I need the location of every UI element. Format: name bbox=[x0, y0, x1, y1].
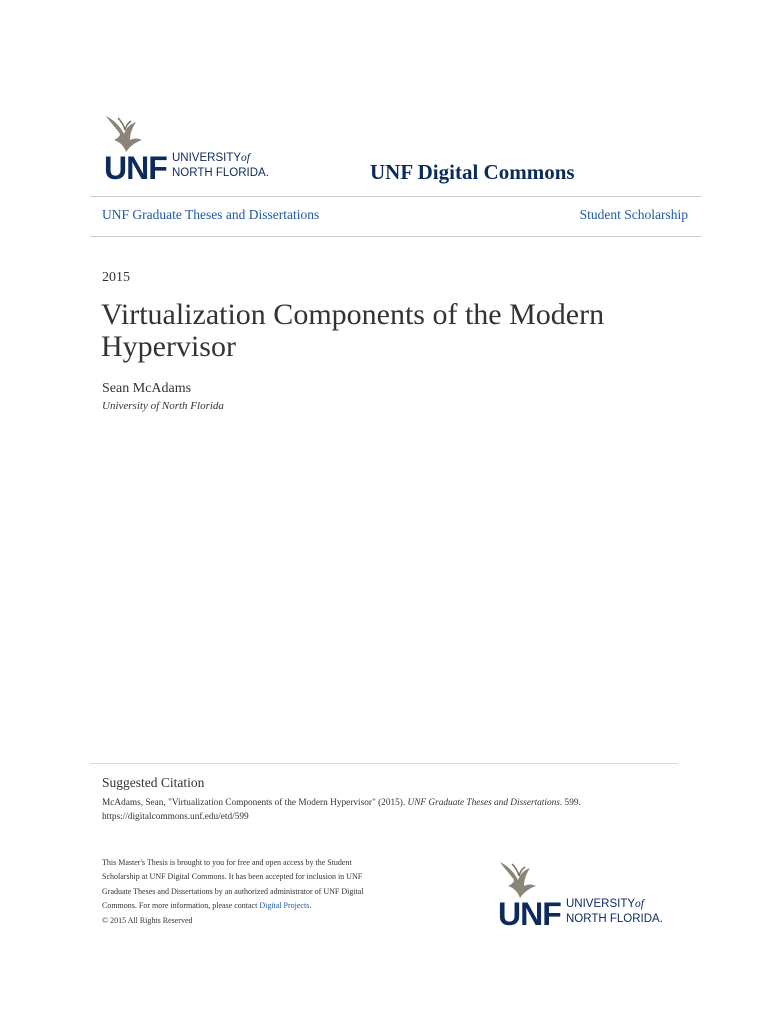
collection-link[interactable]: UNF Graduate Theses and Dissertations bbox=[102, 207, 320, 222]
citation-text: McAdams, Sean, "Virtualization Components of the Modern Hypervisor" (2015). UNF Graduate Theses and Dissertations. 599. https://digitalcommons.unf.edu/etd/599 bbox=[102, 798, 581, 822]
author-affiliation: University of North Florida bbox=[102, 400, 224, 412]
document-title: Virtualization Components of the Modern Hypervisor bbox=[101, 298, 605, 363]
logo-unf-text: UNF bbox=[104, 150, 167, 186]
logo-university-text: UNIVERSITYof bbox=[566, 897, 644, 910]
citation-url[interactable]: https://digitalcommons.unf.edu/etd/599 bbox=[102, 812, 249, 822]
osprey-icon bbox=[104, 112, 144, 154]
contact-link[interactable]: Digital Projects bbox=[259, 901, 310, 911]
site-title[interactable]: UNF Digital Commons bbox=[370, 160, 575, 184]
logo-north-florida-text: NORTH FLORIDA. bbox=[172, 166, 269, 179]
divider bbox=[90, 236, 701, 237]
logo-north-florida-text: NORTH FLORIDA. bbox=[566, 912, 663, 925]
logo-unf-text: UNF bbox=[498, 896, 561, 932]
logo-university-text: UNIVERSITYof bbox=[172, 151, 250, 164]
publication-year: 2015 bbox=[102, 270, 130, 285]
unf-logo-footer bbox=[498, 858, 668, 932]
divider bbox=[90, 763, 678, 764]
osprey-icon bbox=[498, 858, 538, 900]
unf-logo bbox=[104, 112, 274, 186]
author-name: Sean McAdams bbox=[102, 381, 192, 396]
citation-heading: Suggested Citation bbox=[102, 775, 205, 790]
divider bbox=[90, 196, 701, 197]
department-link[interactable]: Student Scholarship bbox=[579, 207, 688, 222]
copyright: © 2015 All Rights Reserved bbox=[102, 915, 193, 925]
access-notice: This Master's Thesis is brought to you for free and open access by the Student Scholarship at UNF Digital Commons. It has been accepted for inclusion in UNF Graduate Theses and Dissertations by an authorized administrator of UNF Digital Commons. For more information, please contact Digital Projects. © 2015 All Rights Reserved bbox=[102, 858, 364, 925]
